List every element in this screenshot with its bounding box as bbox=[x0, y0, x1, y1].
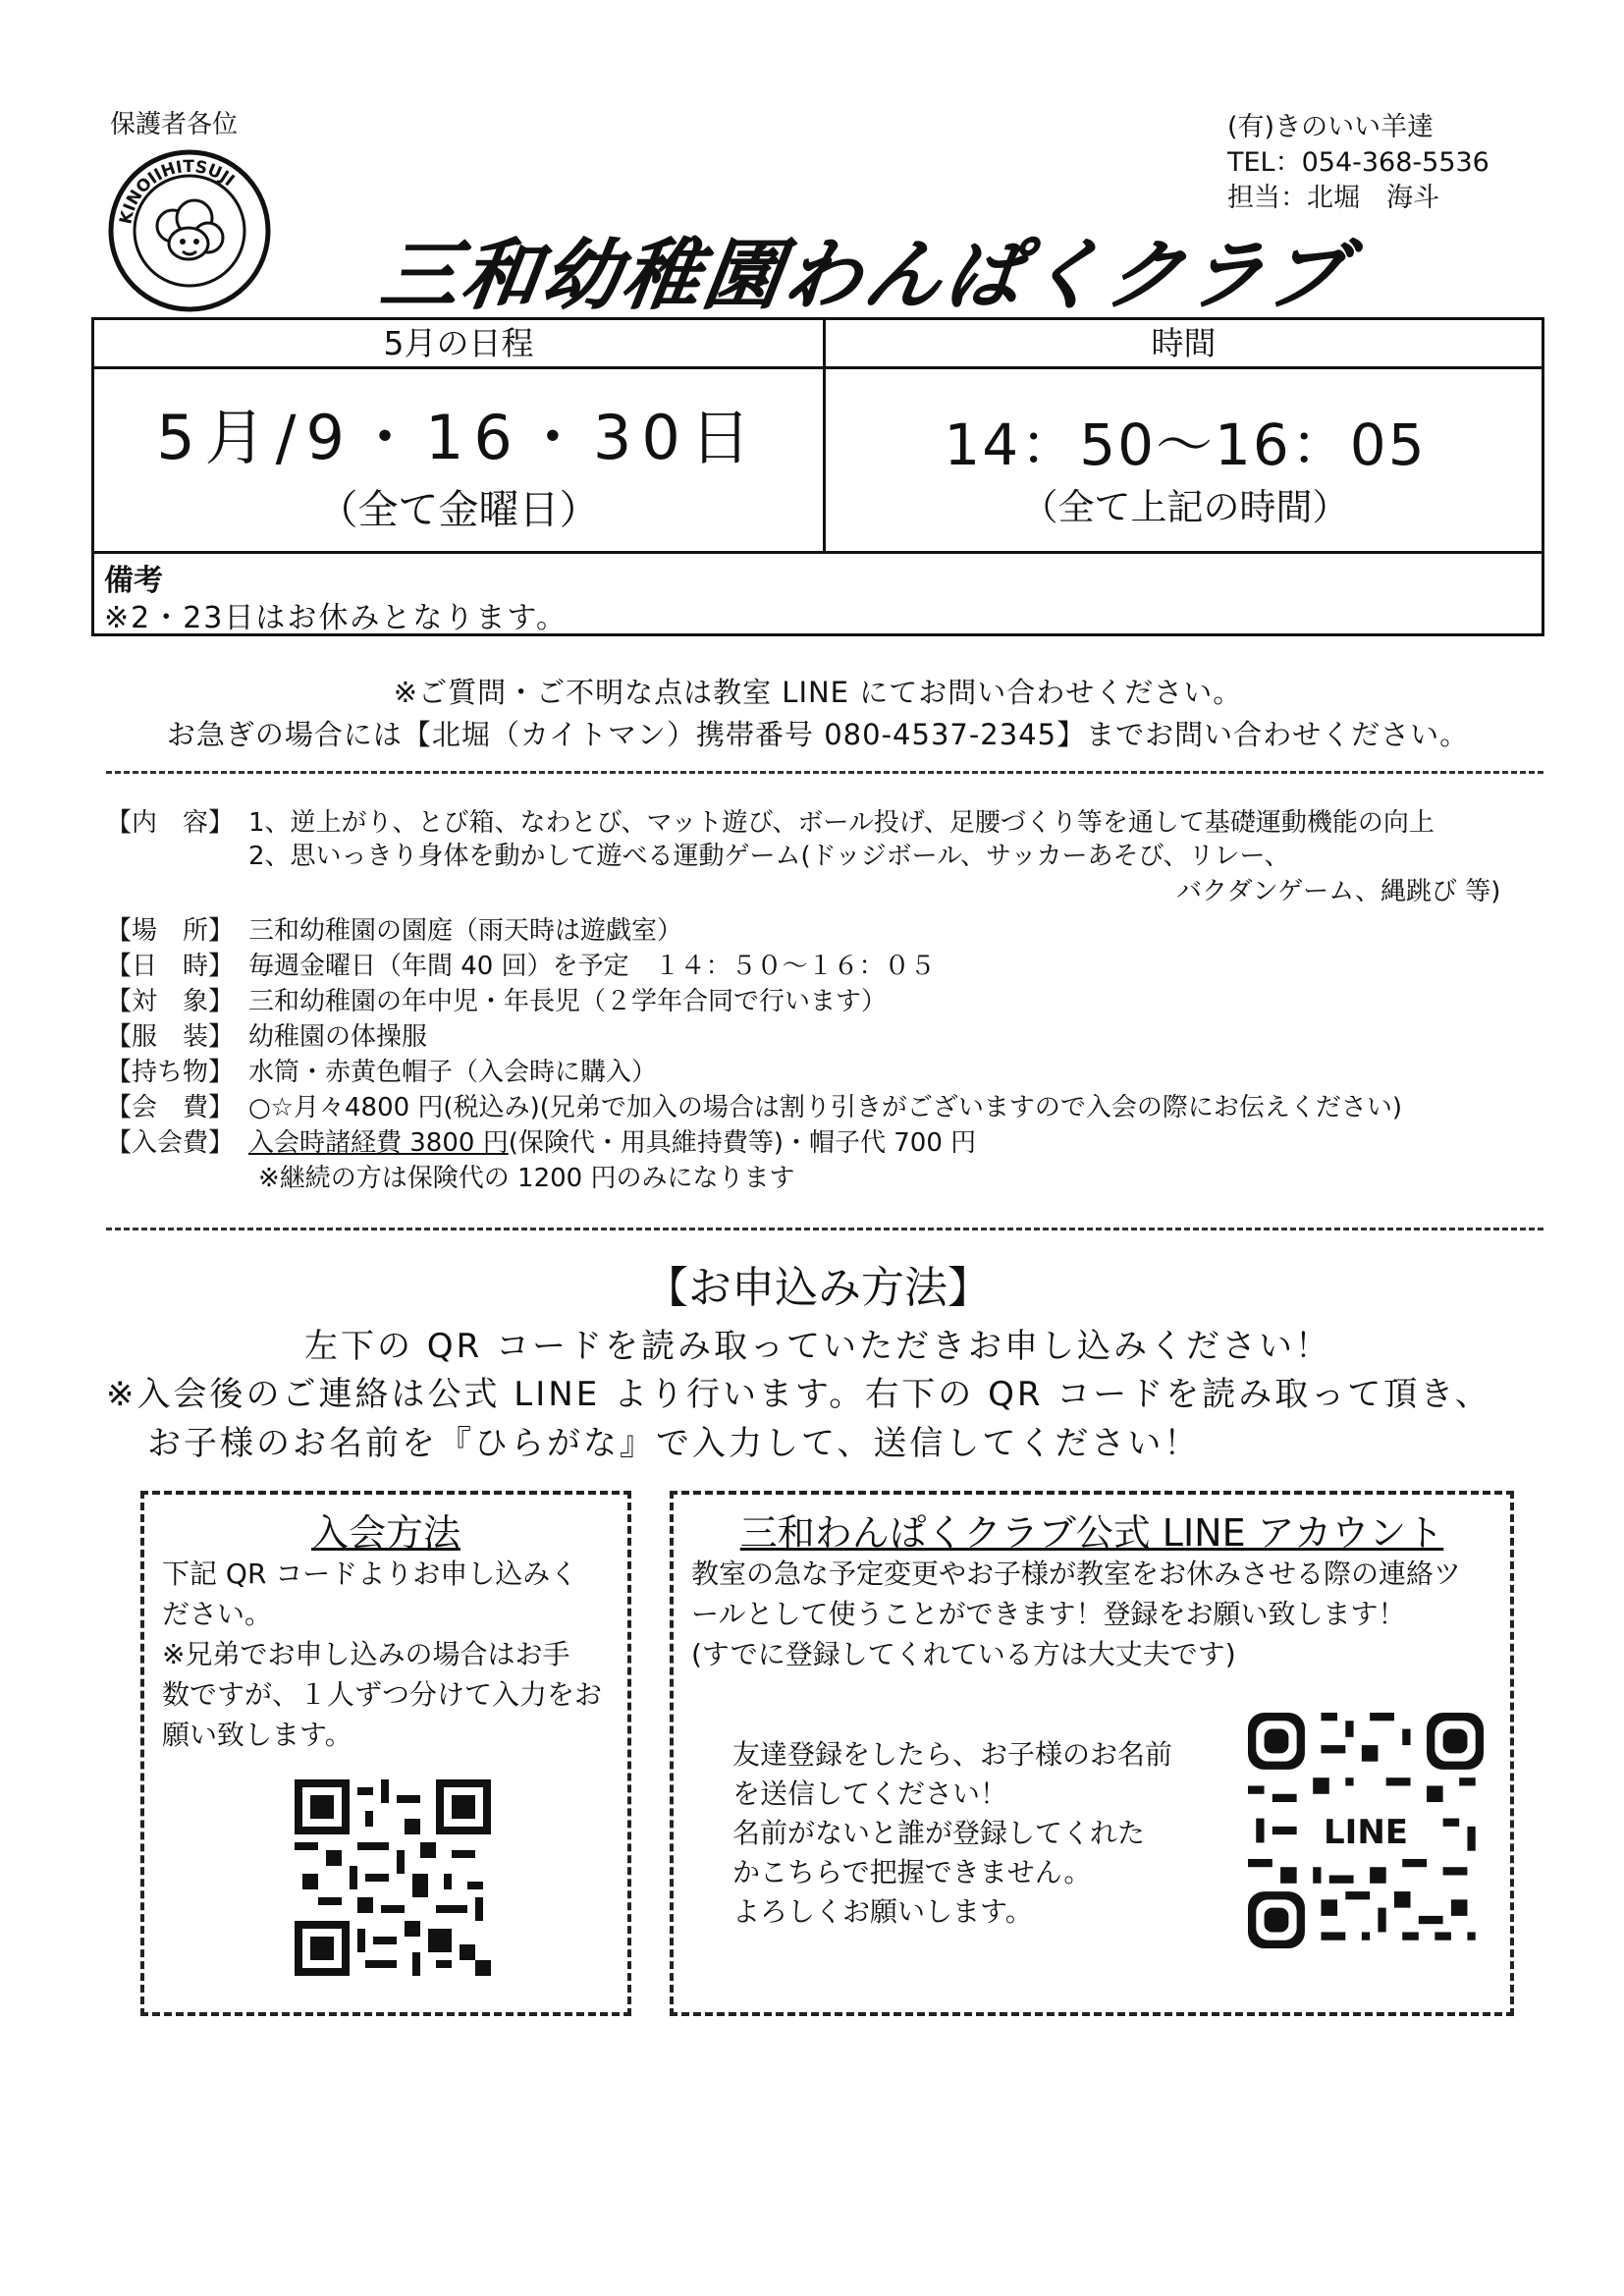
logo-text: KINOIIHITSUJI bbox=[116, 156, 239, 227]
apply-line-1: 左下の QR コードを読み取っていただきお申し込みください！ bbox=[304, 1327, 1331, 1366]
entry-rest: (保険代・用具維持費等)・帽子代 700 円 bbox=[508, 1128, 977, 1158]
detail-date bbox=[106, 946, 936, 982]
company-tel: TEL：054-368-5536 bbox=[1227, 147, 1489, 178]
schedule-table bbox=[91, 317, 1544, 636]
entry-note: ※継続の方は保険代の 1200 円のみになります bbox=[258, 1164, 795, 1193]
dashed-divider-2 bbox=[106, 1228, 1543, 1230]
detail-target bbox=[106, 981, 887, 1017]
items-value: 水筒・赤黄色帽子（入会時に購入） bbox=[248, 1058, 658, 1087]
line-qr-code[interactable] bbox=[1248, 1713, 1484, 1948]
clothes-value: 幼稚園の体操服 bbox=[248, 1022, 428, 1052]
notes-divider bbox=[94, 551, 1542, 554]
page-title: 三和幼稚園わんぱくクラブ bbox=[375, 232, 1355, 320]
entry-method-box bbox=[140, 1491, 631, 2016]
place-value: 三和幼稚園の園庭（雨天時は遊戯室） bbox=[248, 916, 683, 946]
detail-clothes bbox=[106, 1016, 427, 1053]
entry-underlined: 入会時諸経費 3800 円 bbox=[248, 1128, 509, 1158]
contact-line-2: お急ぎの場合には【北堀（カイトマン）携帯番号 080-4537-2345】までお問い合わせください。 bbox=[166, 718, 1470, 751]
date-label: 【日 時】 bbox=[106, 952, 235, 981]
dates-header: 5月の日程 bbox=[94, 320, 823, 369]
date-value: 毎週金曜日（年間 40 回）を予定 １４：５０〜１６：０５ bbox=[248, 952, 936, 981]
content-1: 1、逆上がり、とび箱、なわとび、マット遊び、ボール投げ、足腰づくり等を通して基礎運動機能の向上 bbox=[248, 808, 1435, 838]
content-label: 【内 容】 bbox=[106, 808, 235, 838]
line-account-desc: 教室の急な予定変更やお子様が教室をお休みさせる際の連絡ツ ールとして使うことができます！登録をお願い致します！ (すでに登録してくれている方は大丈夫です) bbox=[691, 1558, 1462, 1670]
fee-label: 【会 費】 bbox=[106, 1093, 235, 1122]
target-label: 【対 象】 bbox=[106, 987, 235, 1016]
detail-fee bbox=[106, 1087, 1402, 1123]
notes-text: ※2・23日はお休みとなります。 bbox=[104, 601, 568, 635]
contact-line-1: ※ご質問・ご不明な点は教室 LINE にてお問い合わせください。 bbox=[393, 676, 1243, 709]
content-3: バクダンゲーム、縄跳び 等) bbox=[1176, 877, 1501, 906]
target-value: 三和幼稚園の年中児・年長児（２学年合同で行います） bbox=[248, 987, 888, 1016]
recipient-label: 保護者各位 bbox=[110, 110, 239, 139]
company-info bbox=[1227, 110, 1489, 216]
detail-content bbox=[106, 802, 1435, 839]
schedule-time: 14：50〜16：05 bbox=[944, 411, 1427, 478]
entry-label: 【入会費】 bbox=[106, 1128, 235, 1158]
company-contact: 担当：北堀 海斗 bbox=[1227, 183, 1439, 213]
time-header: 時間 bbox=[826, 320, 1542, 369]
line-account-note: 友達登録をしたら、お子様のお名前 を送信してください！ 名前がないと誰が登録してくれた かこちらで把握できません。 よろしくお願いします。 bbox=[732, 1738, 1173, 1928]
place-label: 【場 所】 bbox=[106, 916, 235, 946]
line-qr-label: LINE bbox=[1324, 1813, 1408, 1852]
entry-method-text: 下記 QR コードよりお申し込みく ださい。 ※兄弟でお申し込みの場合はお手 数ですが、１人ずつ分けて入力をお 願い致します。 bbox=[162, 1558, 603, 1751]
clothes-label: 【服 装】 bbox=[106, 1022, 235, 1052]
dashed-divider bbox=[106, 771, 1543, 774]
company-name: (有)きのいい羊達 bbox=[1227, 112, 1435, 142]
notes-label: 備考 bbox=[104, 564, 163, 598]
apply-line-3: お子様のお名前を『ひらがな』で入力して、送信してください！ bbox=[147, 1424, 1201, 1463]
detail-place bbox=[106, 910, 682, 947]
content-2: 2、思いっきり身体を動かして遊べる運動ゲーム(ドッジボール、サッカーあそび、リレー、 bbox=[248, 842, 1290, 871]
fee-value: ○☆月々4800 円(税込み)(兄弟で加入の場合は割り引きがございますので入会の際にお伝えください) bbox=[248, 1093, 1403, 1122]
line-account-title: 三和わんぱくクラブ公式 LINE アカウント bbox=[739, 1511, 1444, 1555]
detail-items bbox=[106, 1052, 657, 1088]
entry-method-title: 入会方法 bbox=[310, 1511, 460, 1555]
line-account-box bbox=[670, 1491, 1514, 2016]
items-label: 【持ち物】 bbox=[106, 1058, 235, 1087]
apply-title: 【お申込み方法】 bbox=[645, 1263, 991, 1313]
detail-entry bbox=[106, 1122, 976, 1159]
schedule-dates-sub: （全て金曜日） bbox=[317, 486, 600, 533]
schedule-dates: 5月/9・16・30日 bbox=[156, 402, 761, 473]
apply-line-2: ※入会後のご連絡は公式 LINE より行います。右下の QR コードを読み取って頂き、 bbox=[106, 1375, 1491, 1414]
entry-qr-code[interactable] bbox=[295, 1779, 491, 1976]
sheep-logo bbox=[106, 147, 273, 314]
schedule-time-sub: （全て上記の時間） bbox=[1021, 486, 1349, 528]
